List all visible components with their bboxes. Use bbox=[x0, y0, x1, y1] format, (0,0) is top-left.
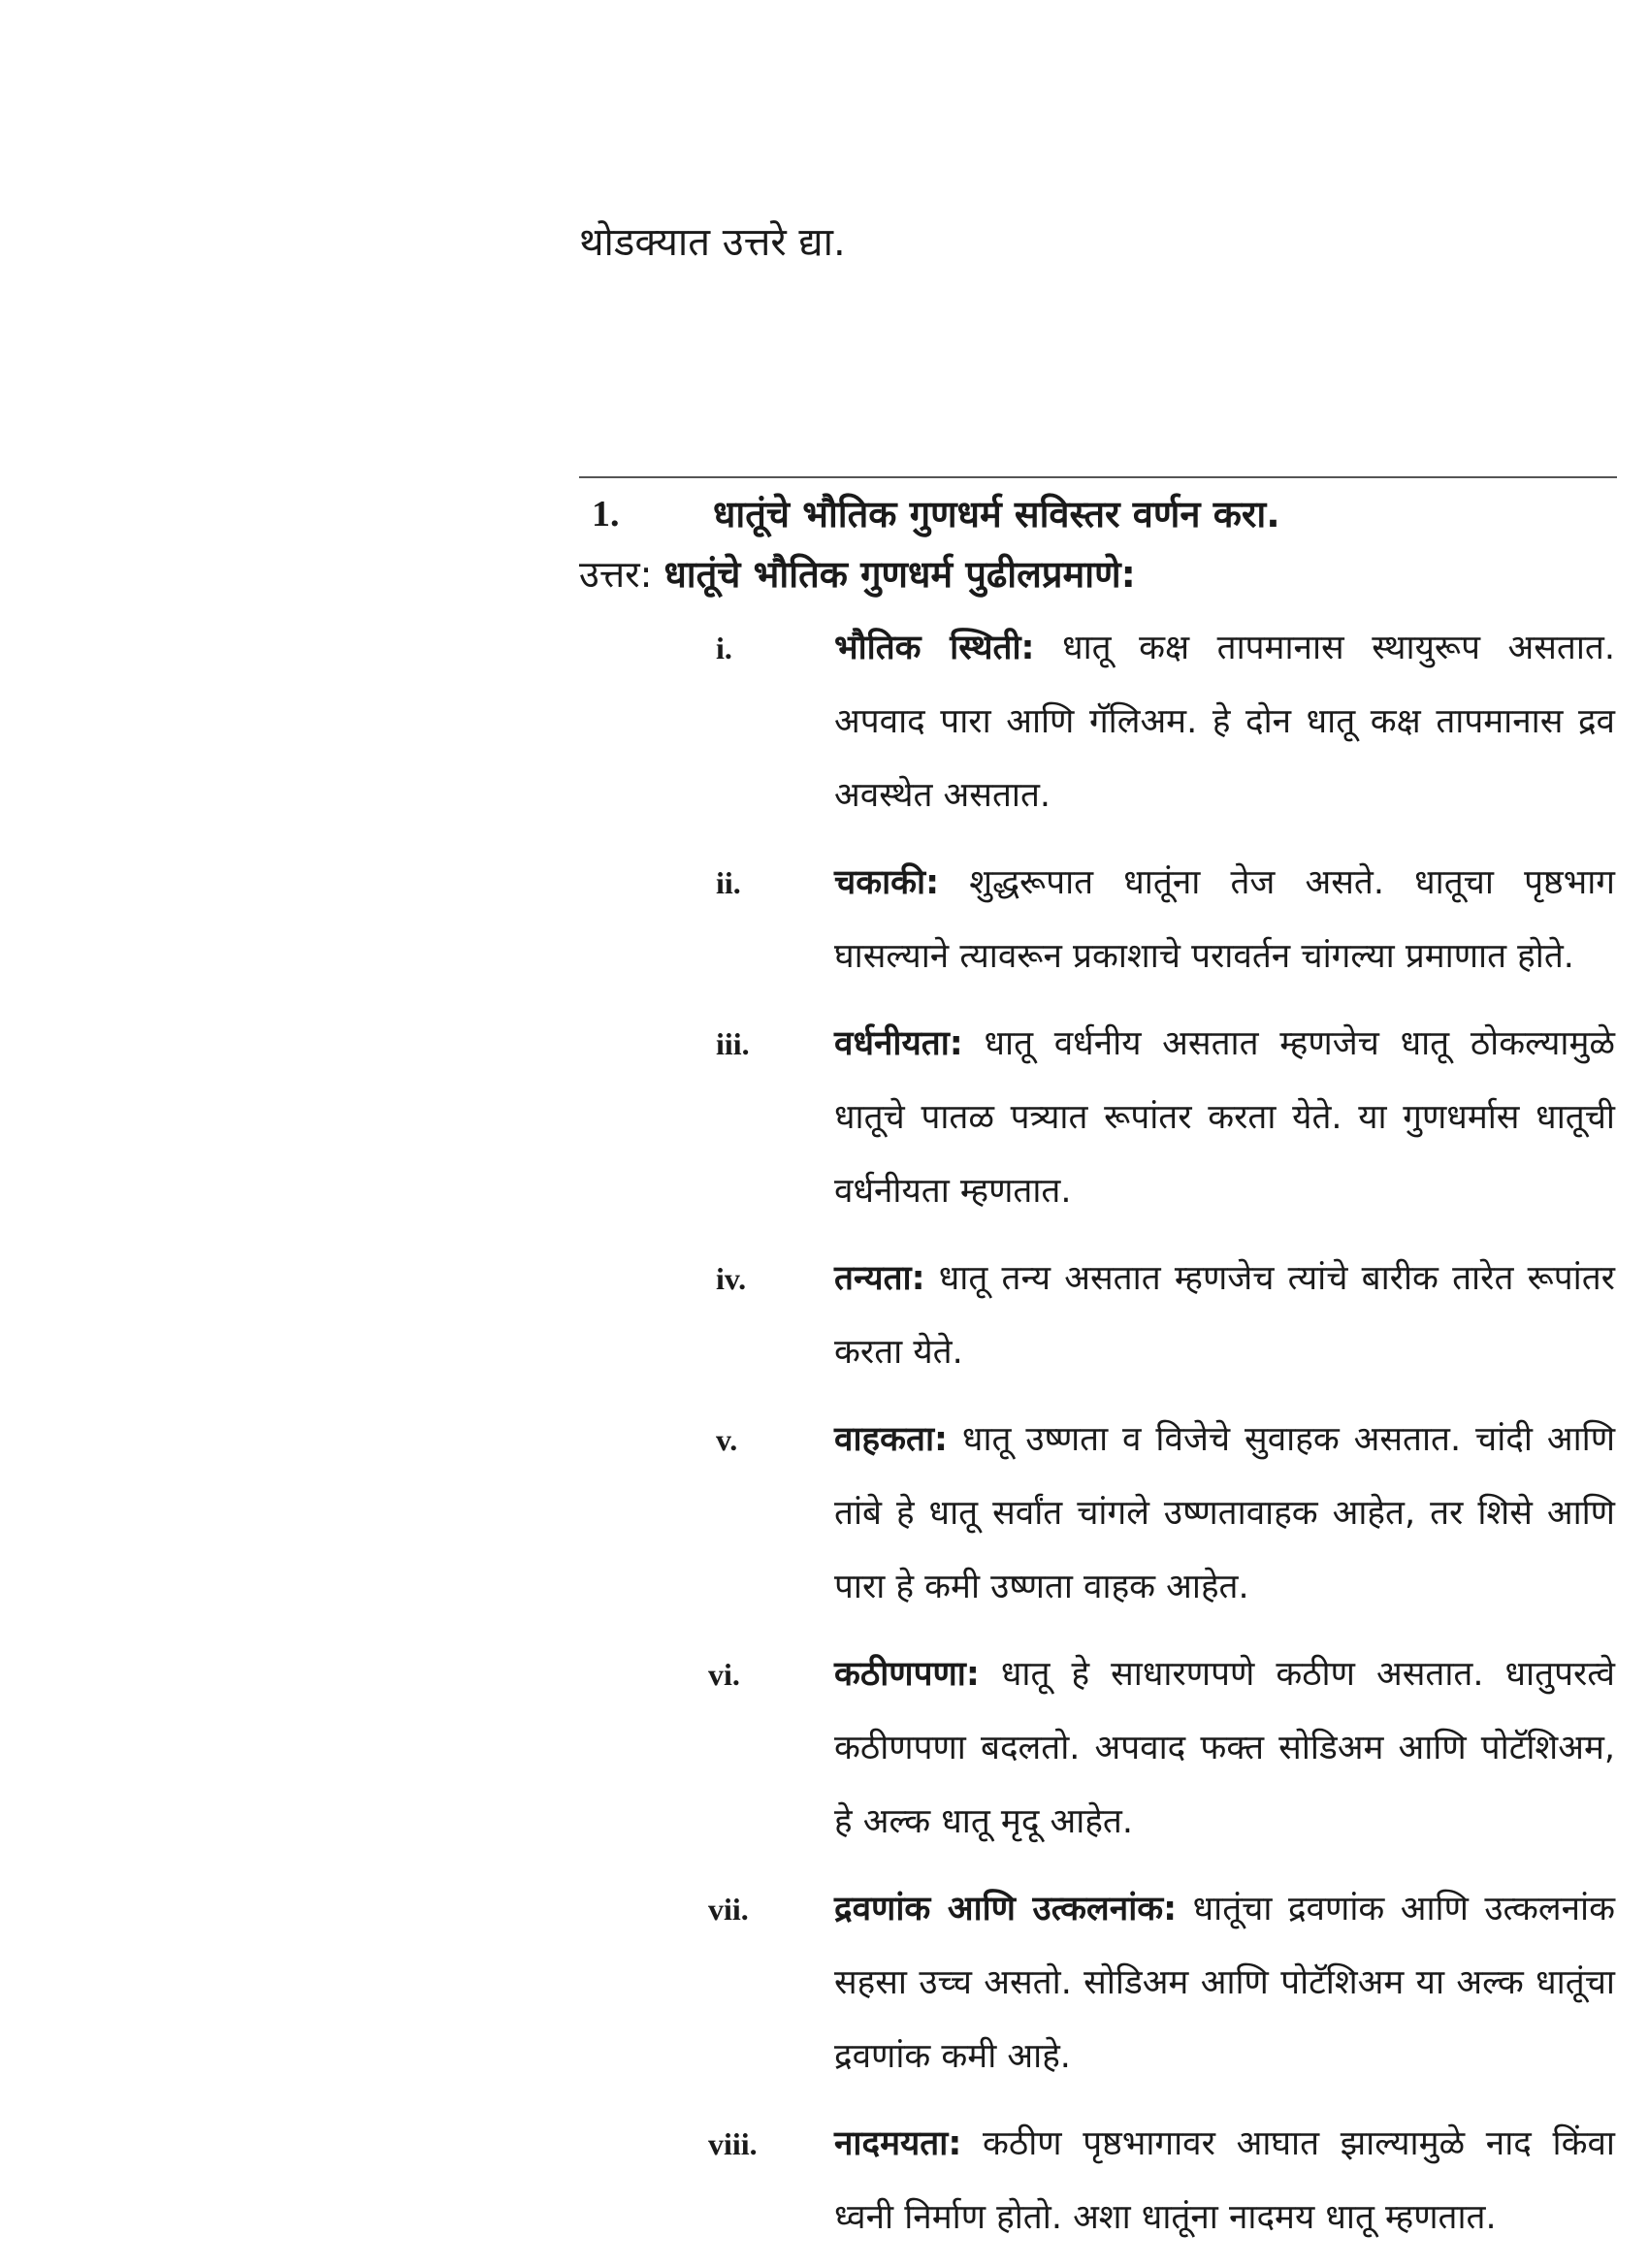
item-text: धातू वर्धनीय असतात म्हणजेच धातू ठोकल्यामुळे धातूचे पातळ पत्र्यात रूपांतर करता येते. या गुणधर्मास धातूची वर्धनीयता म्हणतात. bbox=[834, 1024, 1615, 1211]
item-text: धातू तन्य असतात म्हणजेच त्यांचे बारीक तारेत रूपांतर करता येते. bbox=[834, 1259, 1615, 1372]
item-term: भौतिक स्थिती: bbox=[834, 629, 1035, 667]
item-body bbox=[834, 611, 1615, 832]
list-item-luster bbox=[708, 846, 1615, 993]
item-numeral: viii. bbox=[708, 2126, 758, 2161]
section-instruction: थोडक्यात उत्तरे द्या. bbox=[579, 220, 846, 265]
item-numeral: i. bbox=[716, 631, 732, 665]
item-text: धातूंचा द्रवणांक आणि उत्कलनांक सहसा उच्च असतो. सोडिअम आणि पोटॅशिअम या अल्क धातूंचा द्रवणांक कमी आहे. bbox=[834, 1890, 1615, 2076]
list-item-ductility bbox=[708, 1242, 1615, 1389]
item-term: तन्यता: bbox=[834, 1259, 925, 1298]
item-numeral: vi. bbox=[708, 1657, 740, 1692]
item-term: कठीणपणा: bbox=[834, 1655, 980, 1694]
item-text: धातू कक्ष तापमानास स्थायुरूप असतात. अपवाद पारा आणि गॅलिअम. हे दोन धातू कक्ष तापमानास द्रव अवस्थेत असतात. bbox=[834, 629, 1615, 815]
list-item-physical-state bbox=[708, 611, 1615, 832]
question-1 bbox=[592, 485, 1620, 543]
answer-intro: धातूंचे भौतिक गुणधर्म पुढीलप्रमाणे: bbox=[663, 553, 1136, 596]
item-numeral: vii. bbox=[708, 1892, 749, 1927]
item-body bbox=[834, 1242, 1615, 1389]
horizontal-divider bbox=[579, 476, 1617, 478]
list-item-sonority bbox=[708, 2107, 1615, 2254]
item-text: शुद्धरूपात धातूंना तेज असते. धातूचा पृष्ठभाग घासल्याने त्यावरून प्रकाशाचे परावर्तन चांगल्या प्रमाणात होते. bbox=[834, 863, 1615, 976]
question-text: धातूंचे भौतिक गुणधर्म सविस्तर वर्णन करा. bbox=[713, 493, 1280, 535]
item-text: कठीण पृष्ठभागावर आघात झाल्यामुळे नाद किंवा ध्वनी निर्माण होतो. अशा धातूंना नादमय धातू म्हणतात. bbox=[834, 2124, 1615, 2237]
item-text: धातू उष्णता व विजेचे सुवाहक असतात. चांदी आणि तांबे हे धातू सर्वांत चांगले उष्णतावाहक आहेत, तर शिसे आणि पारा हे कमी उष्णता वाहक आहेत. bbox=[834, 1420, 1615, 1606]
item-numeral: iii. bbox=[716, 1026, 750, 1061]
item-body bbox=[834, 1872, 1615, 2093]
item-body bbox=[834, 1403, 1615, 1624]
item-numeral: v. bbox=[716, 1422, 738, 1457]
item-numeral: iv. bbox=[716, 1261, 747, 1296]
item-term: द्रवणांक आणि उत्कलनांक: bbox=[834, 1890, 1178, 1928]
question-number: 1. bbox=[592, 494, 620, 535]
item-body bbox=[834, 1007, 1615, 1228]
item-body bbox=[834, 1637, 1615, 1859]
list-item-conductivity bbox=[708, 1403, 1615, 1624]
property-list bbox=[708, 611, 1615, 2268]
item-term: वर्धनीयता: bbox=[834, 1024, 963, 1063]
item-body bbox=[834, 846, 1615, 993]
item-numeral: ii. bbox=[716, 865, 741, 900]
answer-label: उत्तर: bbox=[579, 553, 653, 596]
item-term: वाहकता: bbox=[834, 1420, 949, 1459]
list-item-melting-boiling-point bbox=[708, 1872, 1615, 2093]
item-body bbox=[834, 2107, 1615, 2254]
answer-heading bbox=[579, 545, 1617, 603]
list-item-malleability bbox=[708, 1007, 1615, 1228]
list-item-hardness bbox=[708, 1637, 1615, 1859]
item-term: नादमयता: bbox=[834, 2124, 962, 2163]
item-term: चकाकी: bbox=[834, 863, 940, 902]
item-text: धातू हे साधारणपणे कठीण असतात. धातुपरत्वे कठीणपणा बदलतो. अपवाद फक्त सोडिअम आणि पोटॅशिअम, हे अल्क धातू मृदू आहेत. bbox=[834, 1655, 1615, 1841]
